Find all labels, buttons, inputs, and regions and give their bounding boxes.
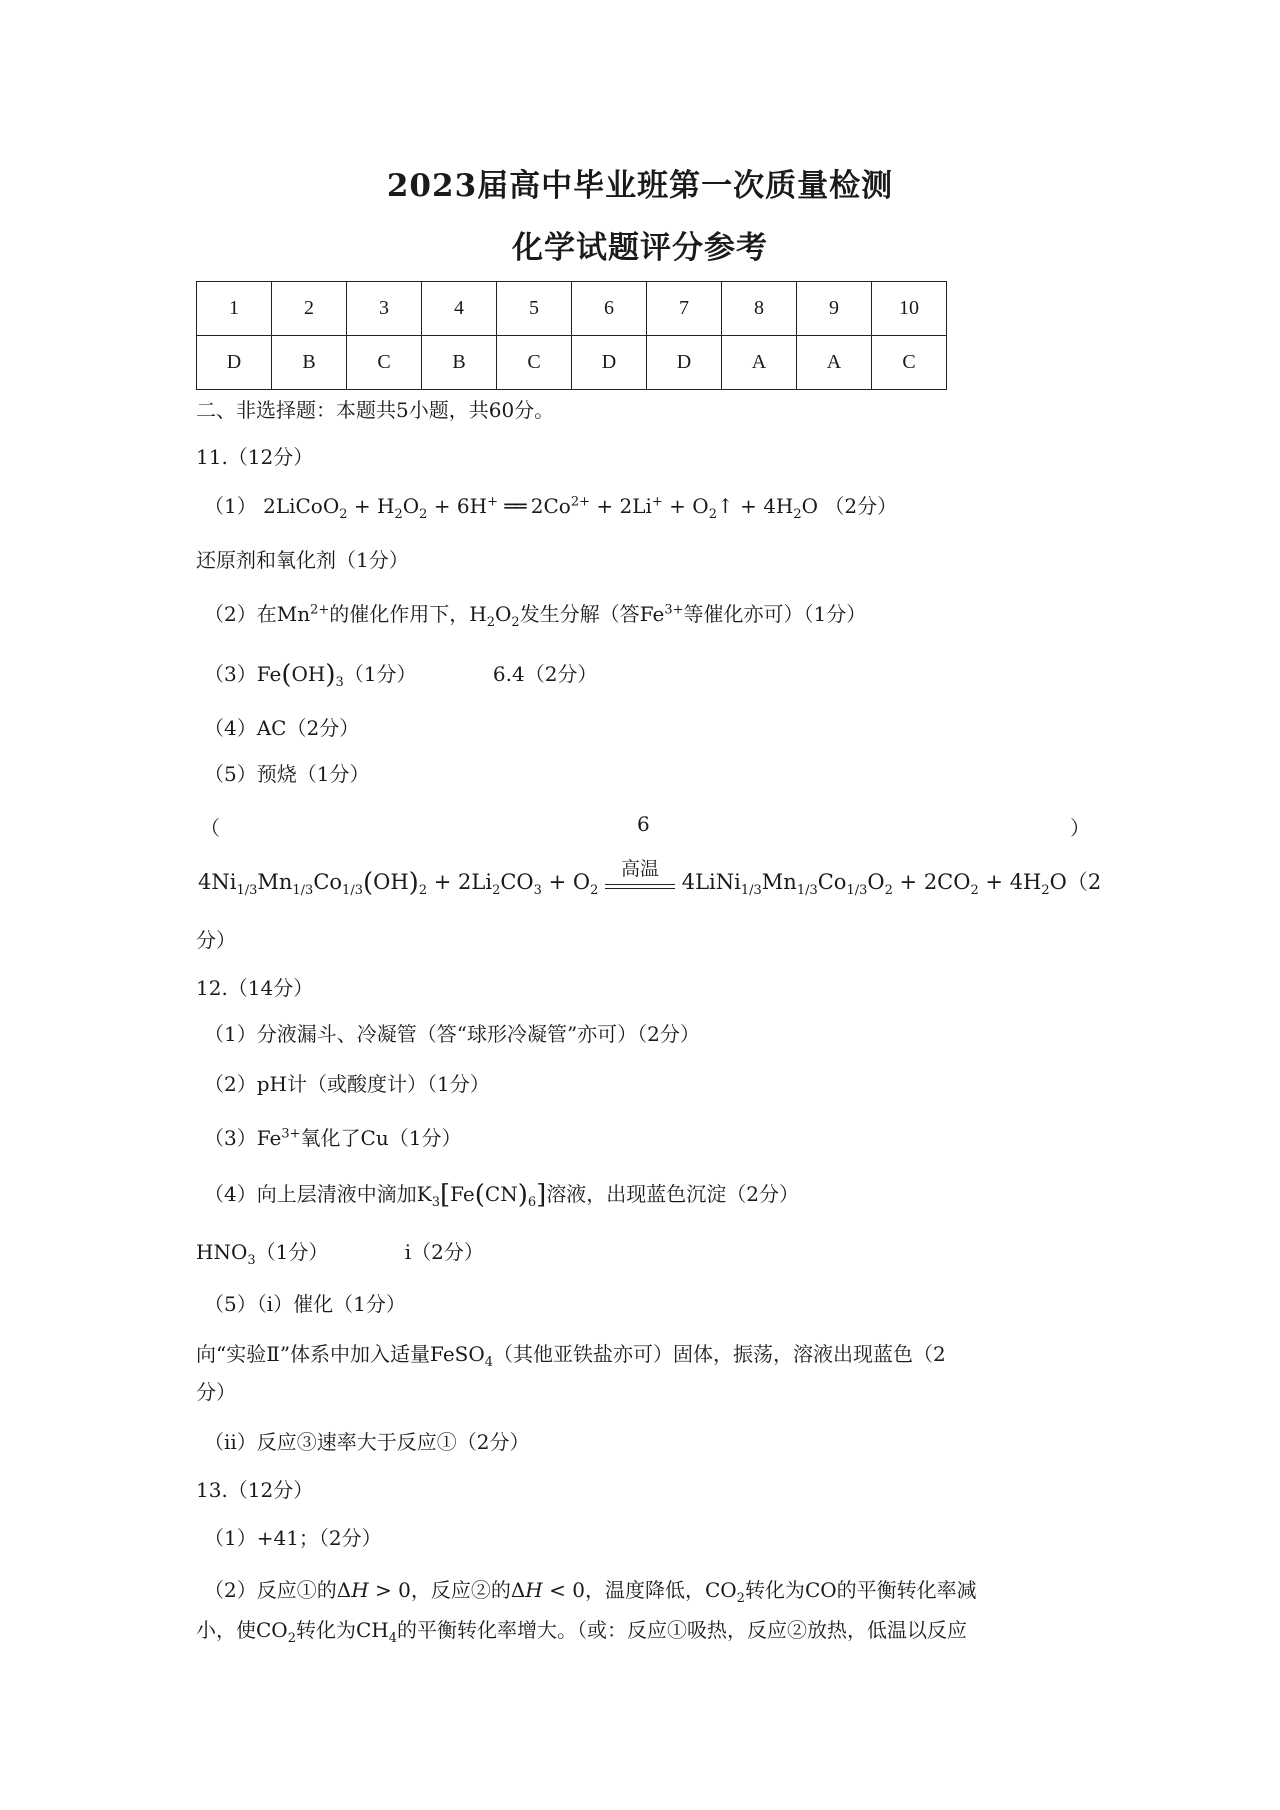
q12-part5-i: （5）（i）催化（1分）: [204, 1292, 406, 1316]
q12-part2: （2）pH计（或酸度计）（1分）: [204, 1072, 490, 1096]
q11-part1-note: 还原剂和氧化剂（1分）: [196, 548, 409, 572]
q12-part3: $(3)Fe^{3+}$氧化了Cu（1分）: [204, 1126, 462, 1150]
q13-part2-cont: 小，使$CO_2$转化为$CH_4$的平衡转化率增大。（或：反应①吸热，反应②放热，低温以反应: [196, 1618, 968, 1646]
table-cell: 8: [722, 282, 797, 336]
answer-table-answer-row: [197, 336, 947, 390]
reaction-condition: 高温: [605, 878, 675, 889]
table-cell: 3: [347, 282, 422, 336]
table-cell: 2: [272, 282, 347, 336]
table-cell: B: [422, 336, 497, 390]
answer-table: [196, 281, 947, 390]
table-cell: C: [872, 336, 947, 390]
table-cell: 1: [197, 282, 272, 336]
q12-part5-line-cont: 分）: [196, 1380, 236, 1404]
q13-heading: 13.（12分）: [196, 1478, 314, 1502]
q12-part1: （1）分液漏斗、冷凝管（答“球形冷凝管”亦可）（2分）: [204, 1022, 700, 1046]
q12-part4-hno3: $HNO_3(1$分） i（2分）: [196, 1240, 484, 1268]
table-cell: 5: [497, 282, 572, 336]
document-title: 2023届高中毕业班第一次质量检测: [386, 168, 894, 204]
section-heading: 二、非选择题：本题共5小题，共60分。: [196, 398, 555, 422]
q11-equation-score-cont: 分）: [196, 928, 236, 952]
q12-part4: （4）向上层清液中滴加$K_3[Fe(CN)_6]$溶液，出现蓝色沉淀（2分）: [204, 1180, 800, 1210]
table-cell: 4: [422, 282, 497, 336]
table-cell: B: [272, 336, 347, 390]
answer-table-number-row: [197, 282, 947, 336]
table-cell: 9: [797, 282, 872, 336]
table-cell: D: [197, 336, 272, 390]
q11-sintering-equation: $4Ni_{1/3}Mn_{1/3}Co_{1/3}(OH)_2 + 2Li_2CO_3 + O_2$ 高温 $4LiNi_{1/3}Mn_{1/3}Co_{1/3}O_2 + 2CO_2 + 4H_2O(2$: [198, 858, 1102, 899]
q11-equation: 2LiCoO$_2$ + $H_2O_2 + 6H^+$ ══ $2Co^{2+} + 2Li^+$ + $O_2↑ + 4H_2O$: [263, 494, 819, 522]
table-cell: C: [497, 336, 572, 390]
q12-heading: 12.（14分）: [196, 976, 314, 1000]
q11-part4: （4）AC（2分）: [204, 716, 360, 740]
table-cell: 10: [872, 282, 947, 336]
q11-heading: 11.（12分）: [196, 445, 314, 469]
q13-part2: （2）反应①的ΔH > 0，反应②的ΔH < 0，温度降低，$CO_2$转化为CO的平衡转化率减: [204, 1578, 977, 1606]
document-subtitle: 化学试题评分参考: [512, 230, 768, 266]
q11-part1: （1） 2LiCoO$_2$ + $H_2O_2 + 6H^+$ ══ $2Co^{2+} + 2Li^+$ + $O_2↑ + 4H_2O$ （2分）: [204, 494, 898, 522]
table-cell: D: [572, 336, 647, 390]
q13-part1: （1）+41；（2分）: [204, 1526, 382, 1550]
table-cell: 6: [572, 282, 647, 336]
table-cell: A: [722, 336, 797, 390]
table-cell: 7: [647, 282, 722, 336]
q12-part5-ii: （ii）反应③速率大于反应①（2分）: [204, 1430, 530, 1454]
q11-part3: $(3)Fe(OH)_3(1$分） 6.4（2分）: [204, 660, 598, 690]
table-cell: C: [347, 336, 422, 390]
table-cell: A: [797, 336, 872, 390]
q11-part2: （2）在$Mn^{2+}$的催化作用下，$H_2O_2$发生分解（答$Fe^{3+}$等催化亦可）（1分）: [204, 602, 867, 630]
q11-part5: （5）预烧（1分）: [204, 762, 370, 786]
table-cell: D: [647, 336, 722, 390]
q12-part5-line: 向“实验Ⅱ”体系中加入适量FeSO$_4$（其他亚铁盐亦可）固体，振荡，溶液出现蓝色（2: [196, 1342, 946, 1370]
